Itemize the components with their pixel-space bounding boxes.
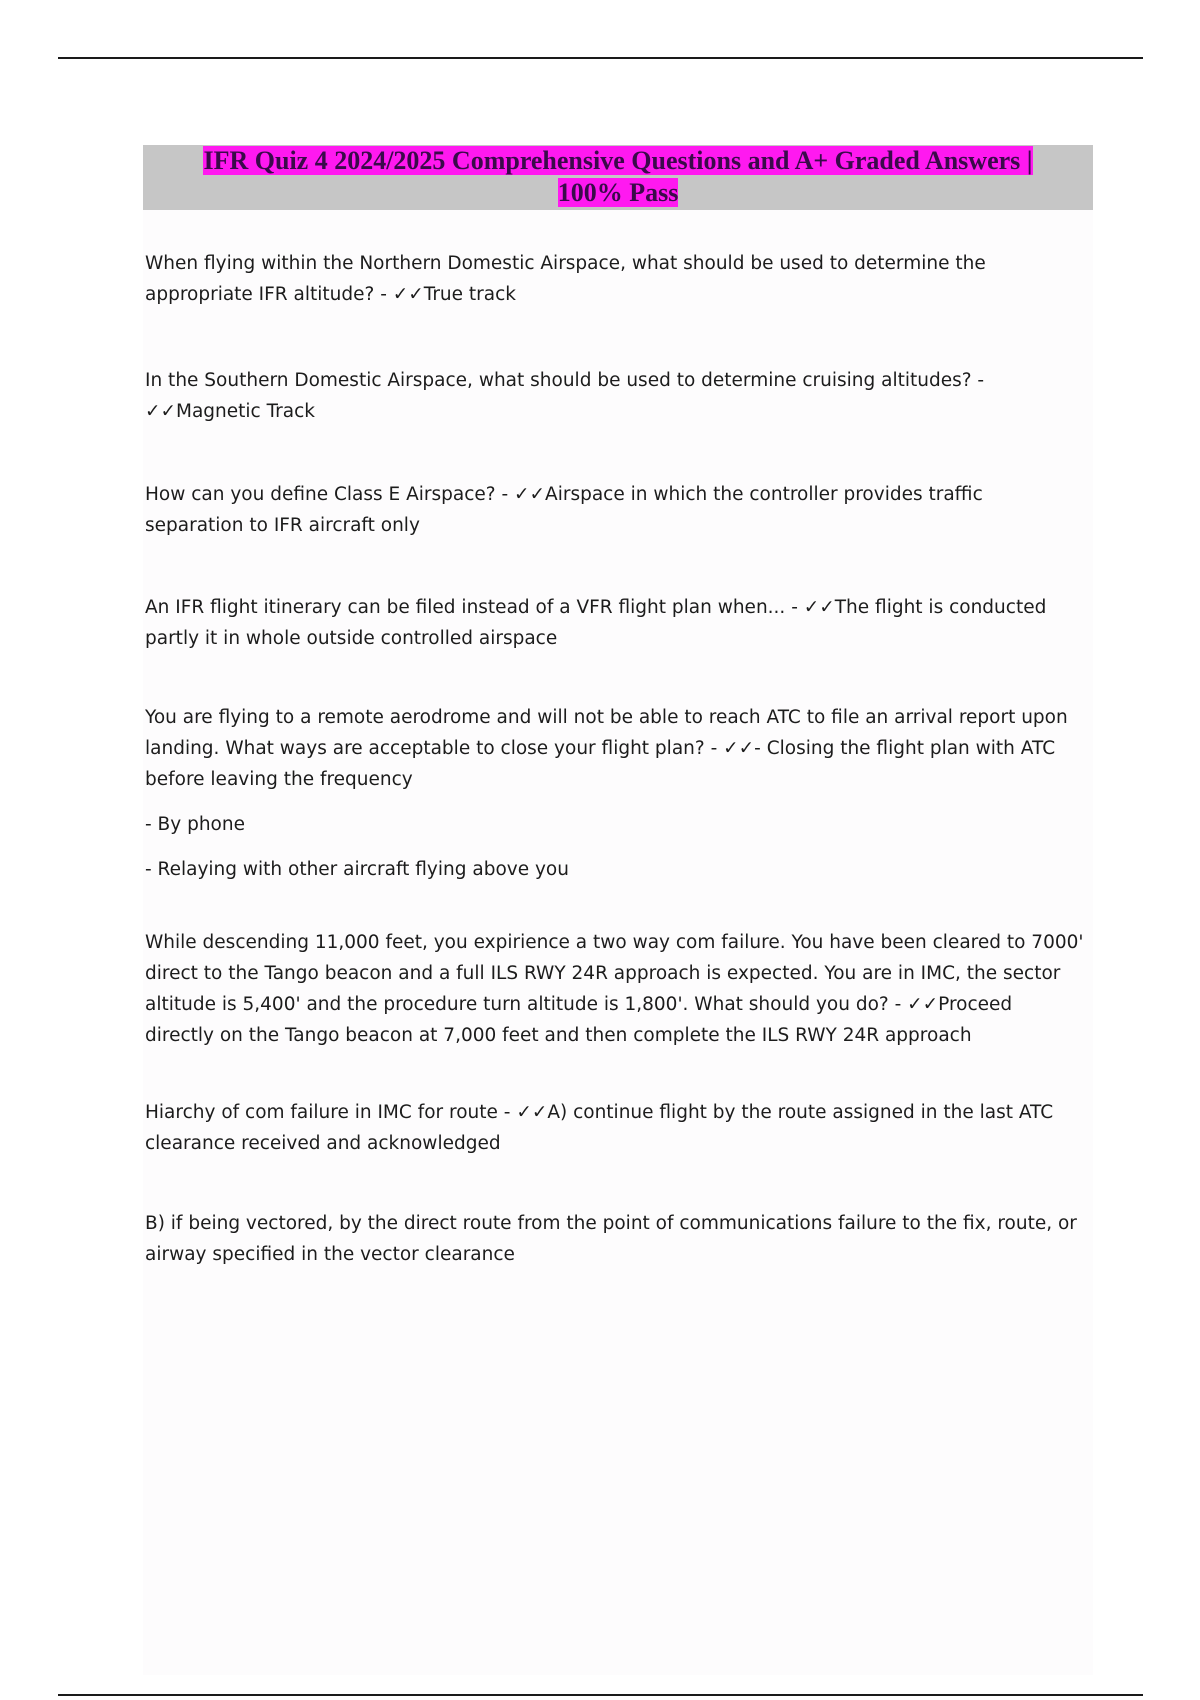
qa-item-8	[145, 1208, 1085, 1270]
qa-item-3	[145, 479, 1085, 541]
qa-item-6	[145, 927, 1085, 1051]
qa-item-5	[145, 702, 1085, 885]
qa-item-2	[145, 365, 1085, 427]
qa-item-1	[145, 248, 1085, 310]
page-bottom-rule	[58, 1694, 1143, 1696]
qa-item-7	[145, 1097, 1085, 1159]
qa-text: While descending 11,000 feet, you expirience a two way com failure. You have been cleared to 7000' direct to the Tango beacon and a full ILS RWY 24R approach is expected. You are in IMC, the sector altitude is 5,400' and the procedure turn altitude is 1,800'. What should you do? - ✓✓Proceed directly on the Tango beacon at 7,000 feet and then complete the ILS RWY 24R approach	[145, 932, 1084, 1046]
qa-text: You are flying to a remote aerodrome and will not be able to reach ATC to file an arrival report upon landing. What ways are acceptable to close your flight plan? - ✓✓- Closing the flight plan with ATC before leaving the frequency	[145, 707, 1068, 790]
document-title	[143, 145, 1093, 209]
title-line-2: 100% Pass	[557, 178, 679, 207]
title-banner	[143, 145, 1093, 210]
title-line-1: IFR Quiz 4 2024/2025 Comprehensive Questions and A+ Graded Answers |	[203, 146, 1033, 175]
page-top-rule	[58, 57, 1143, 59]
qa-text: In the Southern Domestic Airspace, what should be used to determine cruising altitudes? - ✓✓Magnetic Track	[145, 370, 985, 422]
qa-text: Hiarchy of com failure in IMC for route - ✓✓A) continue flight by the route assigned in the last ATC clearance received and acknowledged	[145, 1102, 1054, 1154]
qa-text: An IFR flight itinerary can be filed instead of a VFR flight plan when... - ✓✓The flight is conducted partly it in whole outside controlled airspace	[145, 597, 1047, 649]
qa-item-4	[145, 592, 1085, 654]
qa-text: B) if being vectored, by the direct route from the point of communications failure to the fix, route, or airway specified in the vector clearance	[145, 1213, 1077, 1265]
qa-extra-line: - Relaying with other aircraft flying above you	[145, 859, 569, 880]
qa-text: When flying within the Northern Domestic Airspace, what should be used to determine the appropriate IFR altitude? - ✓✓True track	[145, 253, 986, 305]
document-page	[143, 145, 1093, 1675]
qa-text: How can you define Class E Airspace? - ✓✓Airspace in which the controller provides traffic separation to IFR aircraft only	[145, 484, 983, 536]
qa-extra-line: - By phone	[145, 814, 245, 835]
